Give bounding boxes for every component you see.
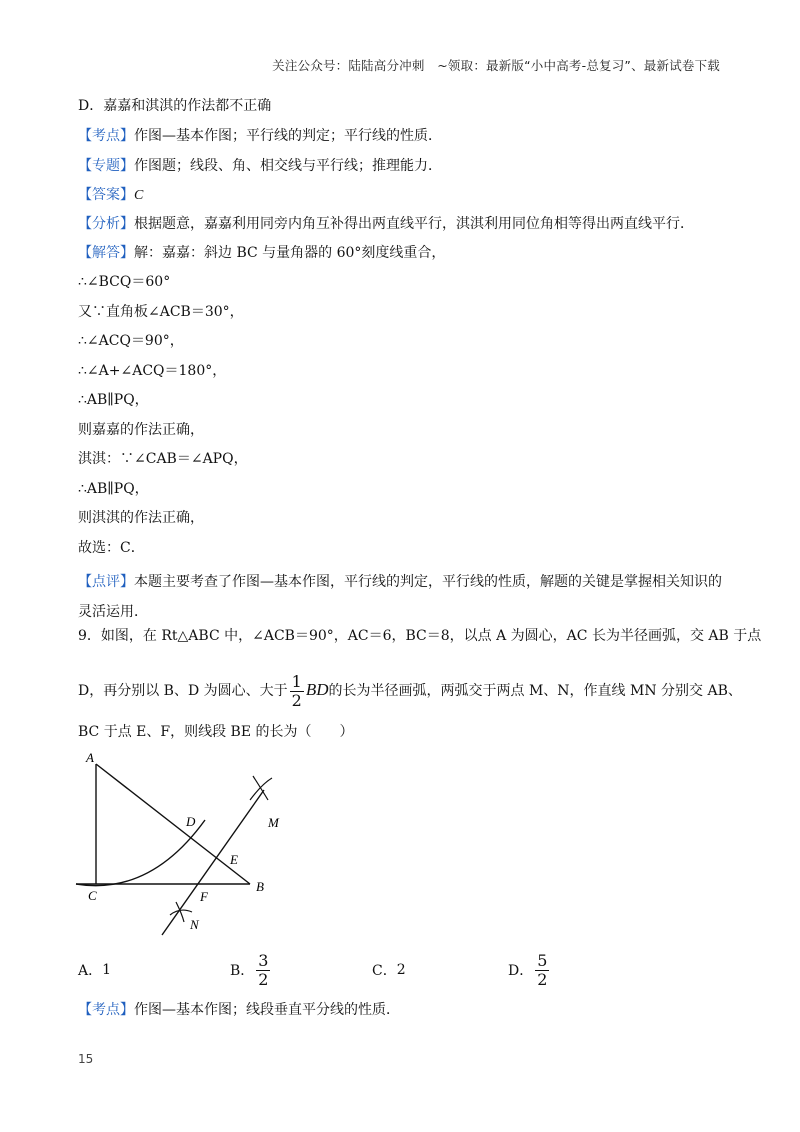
q9-kaodian-text: 作图—基本作图；线段垂直平分线的性质． [134, 1002, 400, 1018]
option-d-text: D．嘉嘉和淇淇的作法都不正确 [78, 98, 272, 114]
comment-text: 本题主要考查了作图—基本作图，平行线的判定，平行线的性质，解题的关键是掌握相关知识的灵活运用． [78, 574, 722, 620]
page-number: 15 [78, 1052, 94, 1066]
option-d-fraction [535, 952, 549, 989]
solution-step: ∴∠BCQ＝60° [78, 274, 171, 290]
option-b-denominator: 2 [258, 969, 269, 989]
kaodian-text: 作图—基本作图；平行线的判定；平行线的性质． [134, 128, 442, 144]
option-d[interactable] [508, 950, 551, 990]
answer-tag: 【答案】 [78, 187, 134, 203]
solution-step: ∴∠A+∠ACQ＝180°， [78, 363, 227, 379]
fraction-numerator: 1 [291, 671, 302, 691]
label-c: C [88, 888, 97, 903]
line-mn [162, 790, 264, 935]
q9-segment-bd: BD [305, 680, 329, 699]
solution-step: 故选：C． [78, 540, 145, 556]
option-a[interactable] [78, 950, 111, 990]
option-c[interactable] [372, 950, 406, 990]
q9-line2-c: 的长为半径画弧，两弧交于两点 M、N，作直线 MN 分别交 AB、 [328, 683, 742, 699]
solution-step: ∴∠ACQ＝90°， [78, 333, 184, 349]
zhuanti-tag: 【专题】 [78, 158, 134, 174]
solution-step: 则淇淇的作法正确， [78, 510, 204, 526]
solution-step: ∴AB∥PQ， [78, 481, 149, 497]
solution-step: 又∵直角板∠ACB＝30°， [78, 304, 244, 320]
option-a-value: 1 [102, 962, 112, 978]
segment-ab [96, 764, 250, 884]
q9-kaodian-line [78, 1000, 400, 1020]
option-b-fraction [256, 952, 270, 989]
option-d-denominator: 2 [537, 969, 548, 989]
arc-m-2 [253, 776, 268, 800]
option-b[interactable] [230, 950, 272, 990]
answer-options [78, 950, 678, 990]
analysis-text: 根据题意，嘉嘉利用同旁内角互补得出两直线平行，淇淇利用同位角相等得出两直线平行． [134, 216, 694, 232]
question-9-line-1: 9．如图，在 Rt△ABC 中，∠ACB＝90°，AC＝6，BC＝8，以点 A 为圆心，AC 长为半径画弧，交 AB 于点 [78, 628, 762, 644]
option-c-value: 2 [396, 962, 406, 978]
analysis-tag: 【分析】 [78, 216, 134, 232]
question-9-line-3: BC 于点 E、F，则线段 BE 的长为（ ） [78, 724, 354, 740]
label-e: E [230, 852, 238, 867]
solution-step: 淇淇：∵∠CAB＝∠APQ， [78, 451, 248, 467]
label-a: A [86, 750, 94, 765]
kaodian-tag: 【考点】 [78, 128, 134, 144]
answer-text: C [134, 188, 144, 203]
option-d-letter: D． [508, 963, 534, 979]
option-c-letter: C． [372, 963, 397, 979]
q9-kaodian-tag: 【考点】 [78, 1002, 134, 1018]
option-a-letter: A． [78, 963, 103, 979]
option-d-numerator: 5 [537, 950, 548, 970]
option-b-numerator: 3 [258, 950, 269, 970]
label-f: F [200, 889, 208, 904]
solution-text: 解：嘉嘉：斜边 BC 与量角器的 60°刻度线重合， [134, 245, 446, 261]
label-m: M [268, 815, 279, 830]
solution-tag: 【解答】 [78, 245, 134, 261]
q9-line2-a: D，再分别以 B、D 为圆心、大于 [78, 683, 288, 699]
label-n: N [190, 917, 199, 932]
page-header: 关注公众号：陆陆高分冲刺 ~领取：最新版“小中高考-总复习”、最新试卷下载 [272, 58, 720, 73]
solution-step: ∴AB∥PQ， [78, 392, 149, 408]
solution-step: 则嘉嘉的作法正确， [78, 422, 204, 438]
comment-tag: 【点评】 [78, 574, 134, 590]
label-d: D [186, 814, 196, 829]
option-b-letter: B． [230, 963, 255, 979]
fraction-denominator: 2 [291, 690, 302, 710]
zhuanti-text: 作图题；线段、角、相交线与平行线；推理能力． [134, 158, 442, 174]
label-b: B [256, 879, 264, 894]
